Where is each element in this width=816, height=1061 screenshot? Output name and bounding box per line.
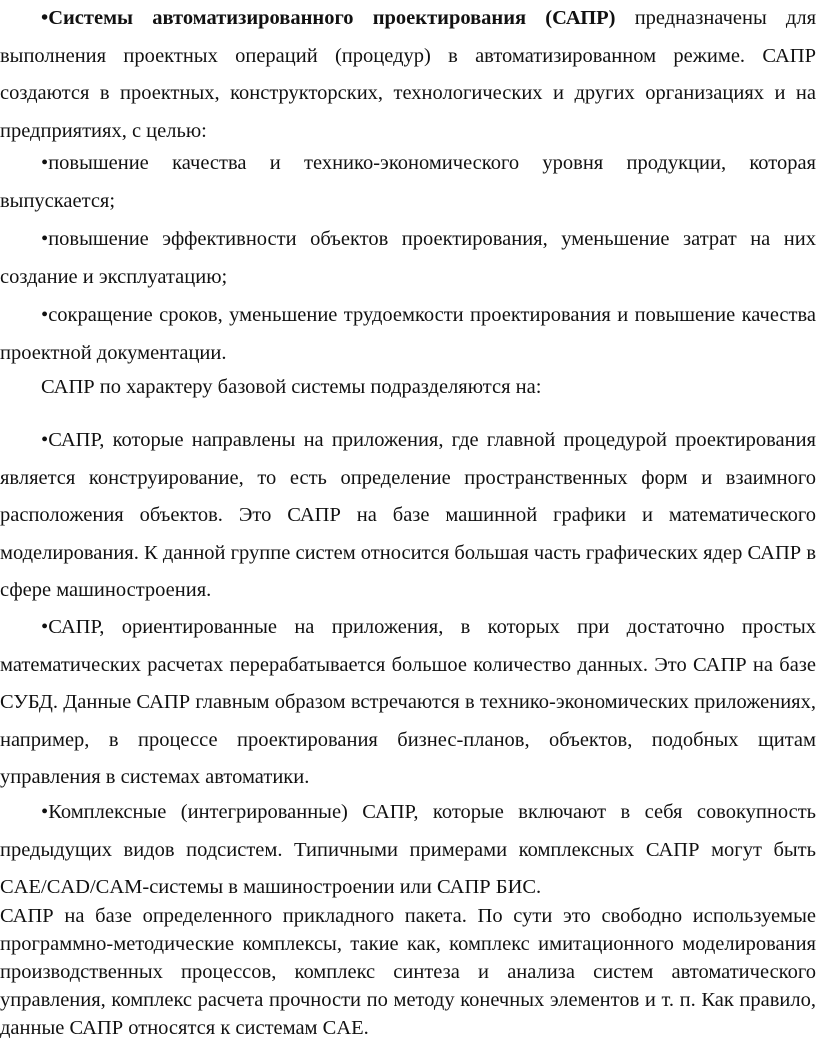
- bullet-icon: •: [41, 228, 49, 250]
- classification-intro: САПР по характеру базовой системы подразделяются на:: [41, 376, 542, 398]
- type-item-2: [0, 609, 816, 797]
- goal-text: сокращение сроков, уменьшение трудоемкости проектирования и повышение качества проектной документации.: [0, 304, 816, 364]
- final-paragraph: САПР на базе определенного прикладного пакета. По сути это свободно используемые программно-методические комплексы, такие как, комплекс имитационного моделирования производственных процессов, комплекс синтеза и анализа систем автоматического управления, комплекс расчета прочности по методу конечных элементов и т. п. Как правило, данные САПР относятся к системам CAE.: [0, 905, 816, 1039]
- bullet-icon: •: [41, 304, 49, 326]
- bullet-icon: •: [41, 801, 49, 823]
- intro-text: предназначены для выполнения проектных операций (процедур) в автоматизированном режиме. САПР создаются в проектных, конструкторских, технологических и других организациях и на предприятиях, с целью:: [0, 7, 816, 142]
- intro-bold-lead: [41, 7, 616, 29]
- goal-item-2: [0, 221, 816, 296]
- goal-item-3: [0, 297, 816, 372]
- goal-item-1: [0, 145, 816, 220]
- bullet-icon: •: [41, 429, 49, 451]
- intro-paragraph: [0, 0, 816, 150]
- bullet-icon: •: [41, 152, 49, 174]
- type-text: Комплексные (интегрированные) САПР, которые включают в себя совокупность предыдущих видов подсистем. Типичными примерами комплексных САПР могут быть CAE/CAD/CAM-системы в машиностроении или САПР БИС.: [0, 801, 816, 899]
- bullet-icon: •: [41, 616, 49, 638]
- goal-text: повышение качества и технико-экономического уровня продукции, которая выпускается;: [0, 152, 816, 212]
- type-text: САПР, которые направлены на приложения, где главной процедурой проектирования является конструирование, то есть определение пространственных форм и взаимного расположения объектов. Это САПР на базе машинной графики и математического моделирования. К данной группе систем относится большая часть графических ядер САПР в сфере машиностроения.: [0, 429, 816, 602]
- type-text: САПР, ориентированные на приложения, в которых при достаточно простых математических расчетах перерабатывается большое количество данных. Это САПР на базе СУБД. Данные САПР главным образом встречаются в технико-экономических приложениях, например, в процессе проектирования бизнес-планов, объектов, подобных щитам управления в системах автоматики.: [0, 616, 816, 789]
- goal-text: повышение эффективности объектов проектирования, уменьшение затрат на них создание и эксплуатацию;: [0, 228, 816, 288]
- type-item-3: [0, 794, 816, 907]
- type-item-1: [0, 422, 816, 610]
- bullet-icon: •: [41, 7, 49, 29]
- intro-bold-text: Системы автоматизированного проектирования (САПР): [48, 7, 616, 29]
